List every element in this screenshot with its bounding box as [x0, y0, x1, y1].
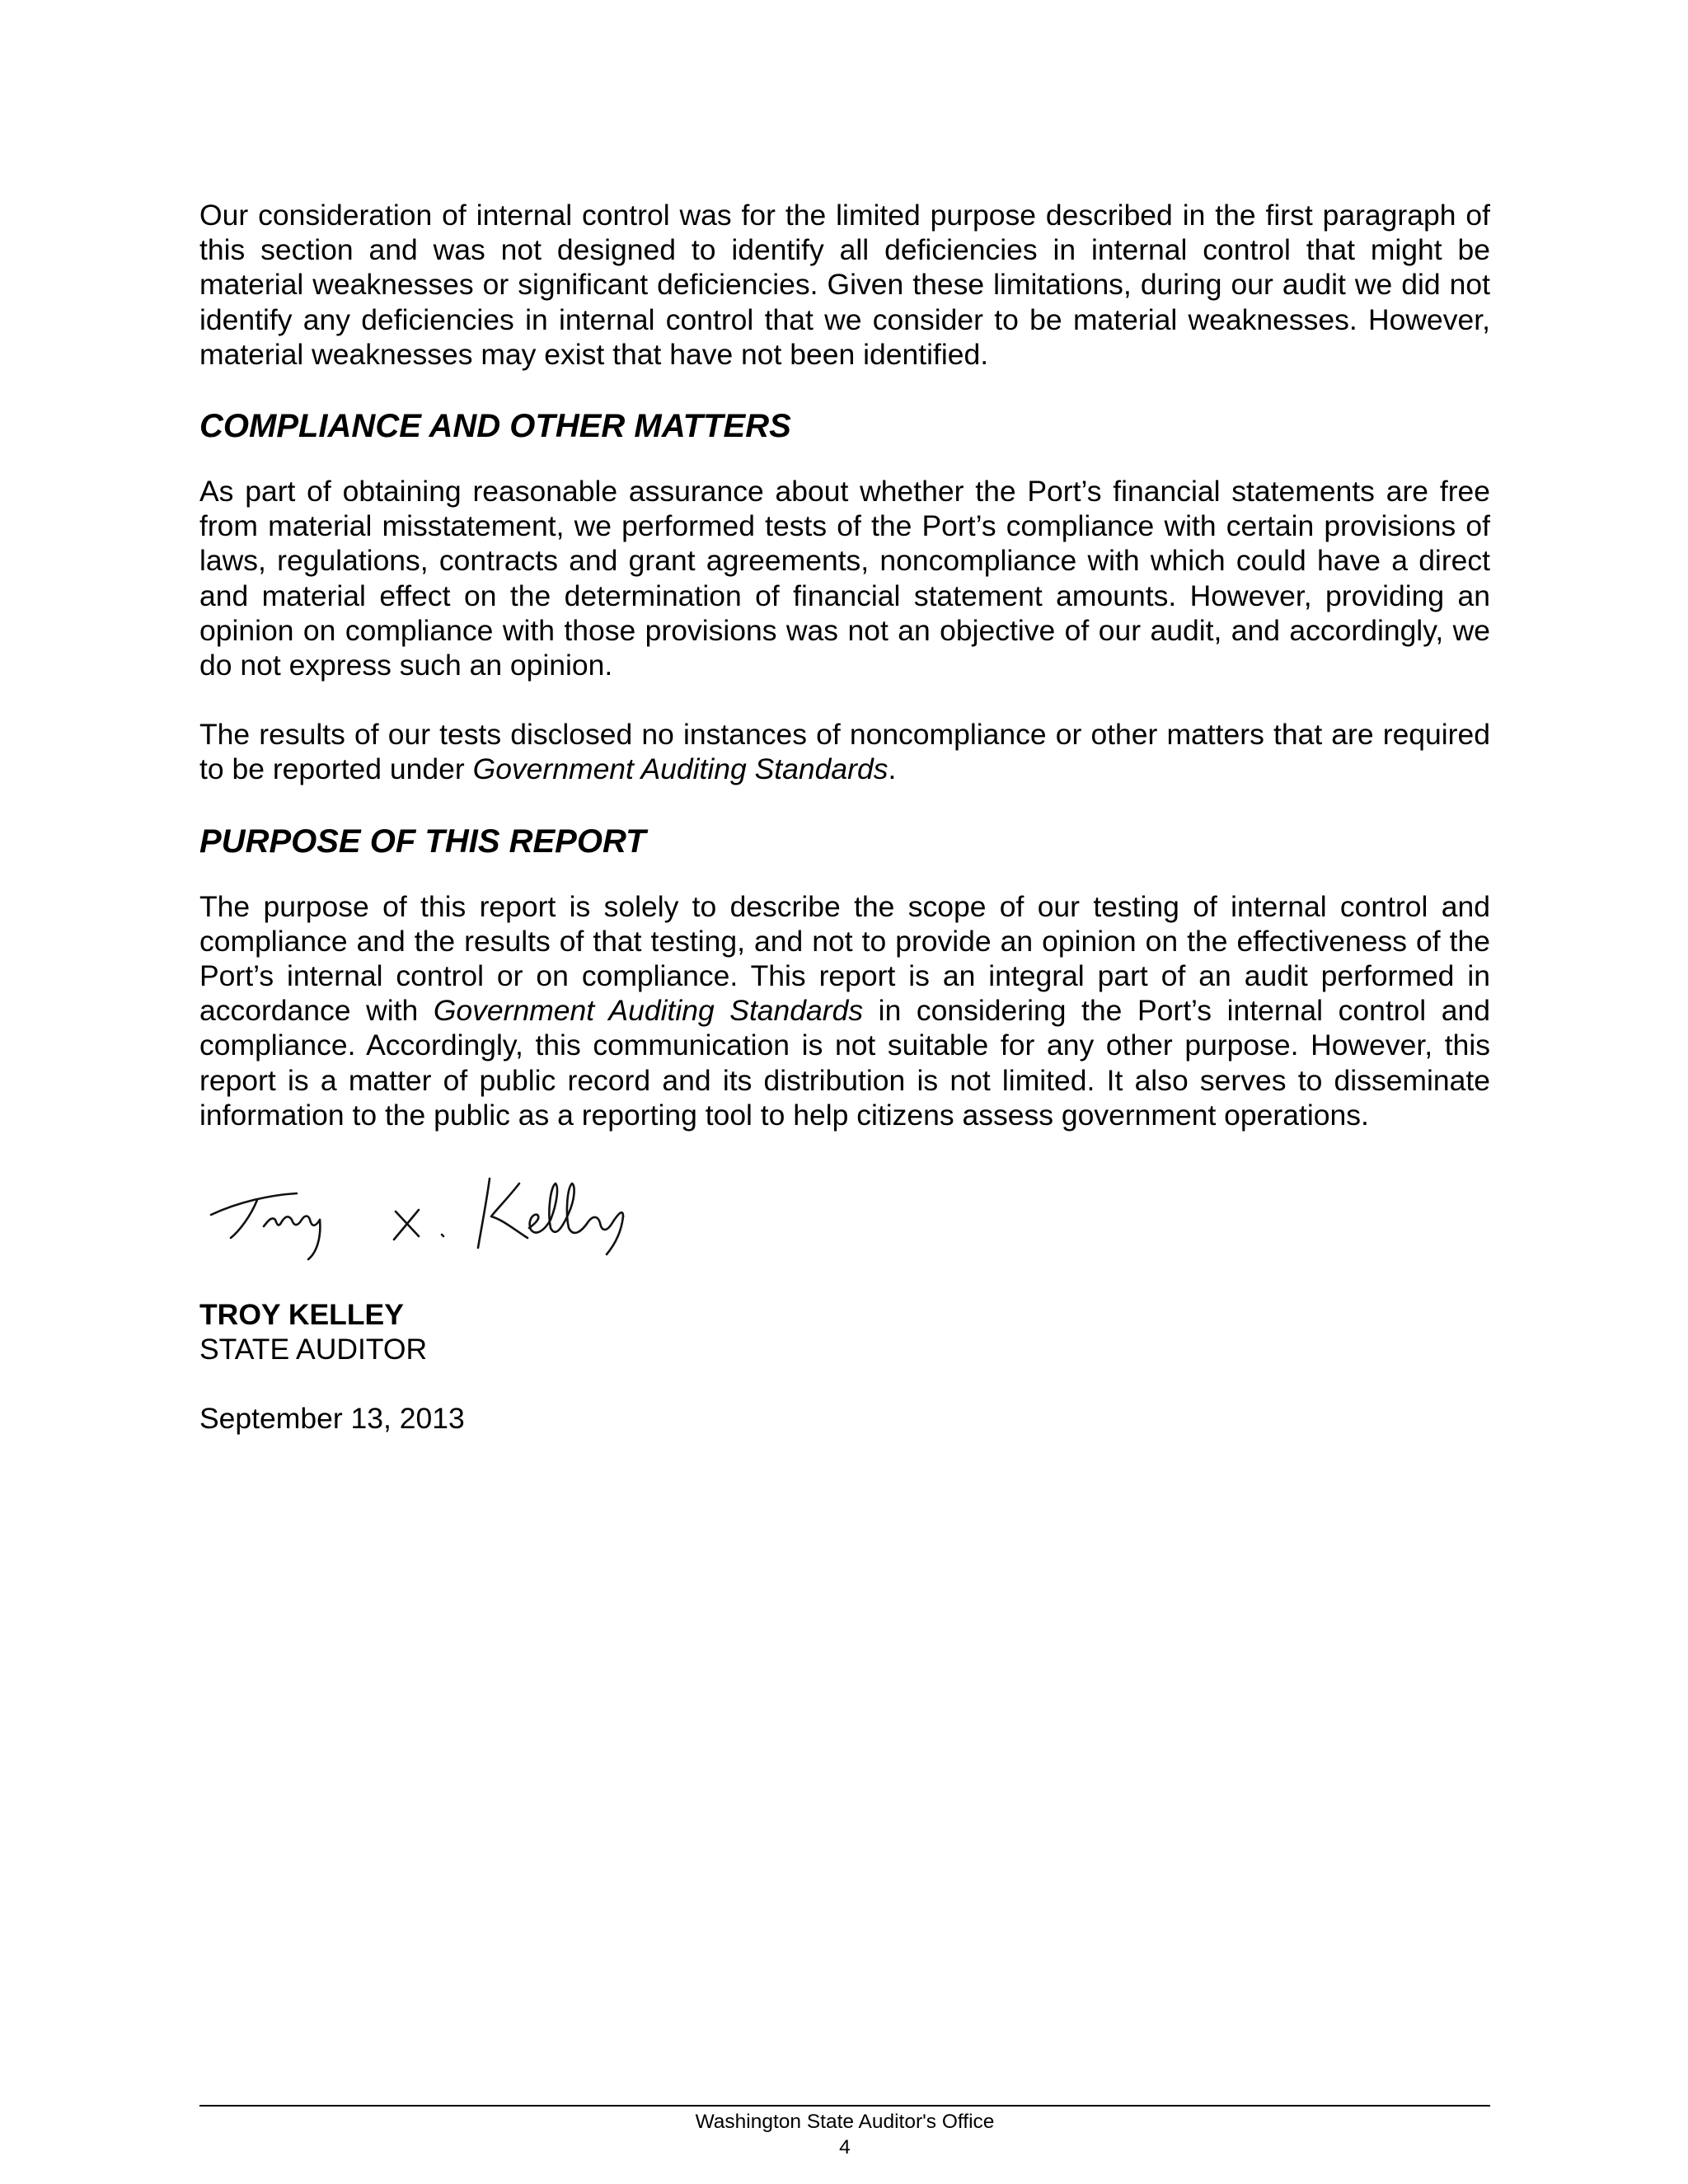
purpose-paragraph-end: in considering the Port’s internal control and compliance. Accordingly, this communication is not suitable for any other purpose. However, this report is a matter of public record and its distribution is not limited. It also serves to disseminate information to the public as a reporting tool to help citizens assess government operations. — [199, 994, 1490, 1132]
auditor-title: STATE AUDITOR — [199, 1333, 428, 1366]
compliance-paragraph-1: As part of obtaining reasonable assurance about whether the Port’s financial statements are free from material misstatement, we performed tests of the Port’s compliance with certain provisions of laws, regulations, contracts and grant agreements, noncompliance with which could have a direct and material effect on the determination of financial statement amounts. However, providing an opinion on compliance with those provisions was not an objective of our audit, and accordingly, we do not express such an opinion. — [199, 475, 1490, 682]
standards-title: Government Auditing Standards — [472, 752, 889, 786]
standards-title: Government Auditing Standards — [433, 994, 864, 1028]
purpose-heading: PURPOSE OF THIS REPORT — [199, 823, 646, 860]
report-body — [199, 198, 1490, 1436]
compliance-paragraph-2-end: . — [888, 752, 897, 786]
handwritten-signature — [206, 1162, 734, 1261]
internal-control-paragraph: Our consideration of internal control was for the limited purpose described in the first paragraph of this section and was not designed to identify all deficiencies in internal control that might be material weaknesses or significant deficiencies. Given these limitations, during our audit we did not identify any deficiencies in internal control that we consider to be material weaknesses. However, material weaknesses may exist that have not been identified. — [199, 199, 1490, 371]
footer-office-name: Washington State Auditor's Office — [695, 2111, 995, 2133]
purpose-paragraph — [199, 889, 1490, 1132]
auditor-name: TROY KELLEY — [199, 1298, 404, 1332]
purpose-paragraph-text: The purpose of this report is solely to describe the scope of our testing of internal control and compliance and the results of that testing, and not to provide an opinion on the effectiveness of the Port’s internal control or on compliance. This report is an integral part of an audit performed in accordance with — [199, 889, 1490, 1028]
compliance-heading: COMPLIANCE AND OTHER MATTERS — [199, 408, 791, 445]
report-date: September 13, 2013 — [199, 1402, 465, 1436]
page-number: 4 — [839, 2136, 851, 2158]
compliance-paragraph-2-text: The results of our tests disclosed no instances of noncompliance or other matters that are required to be reported under — [199, 718, 1490, 786]
compliance-paragraph-2 — [199, 717, 1490, 786]
footer-divider — [199, 2105, 1490, 2107]
